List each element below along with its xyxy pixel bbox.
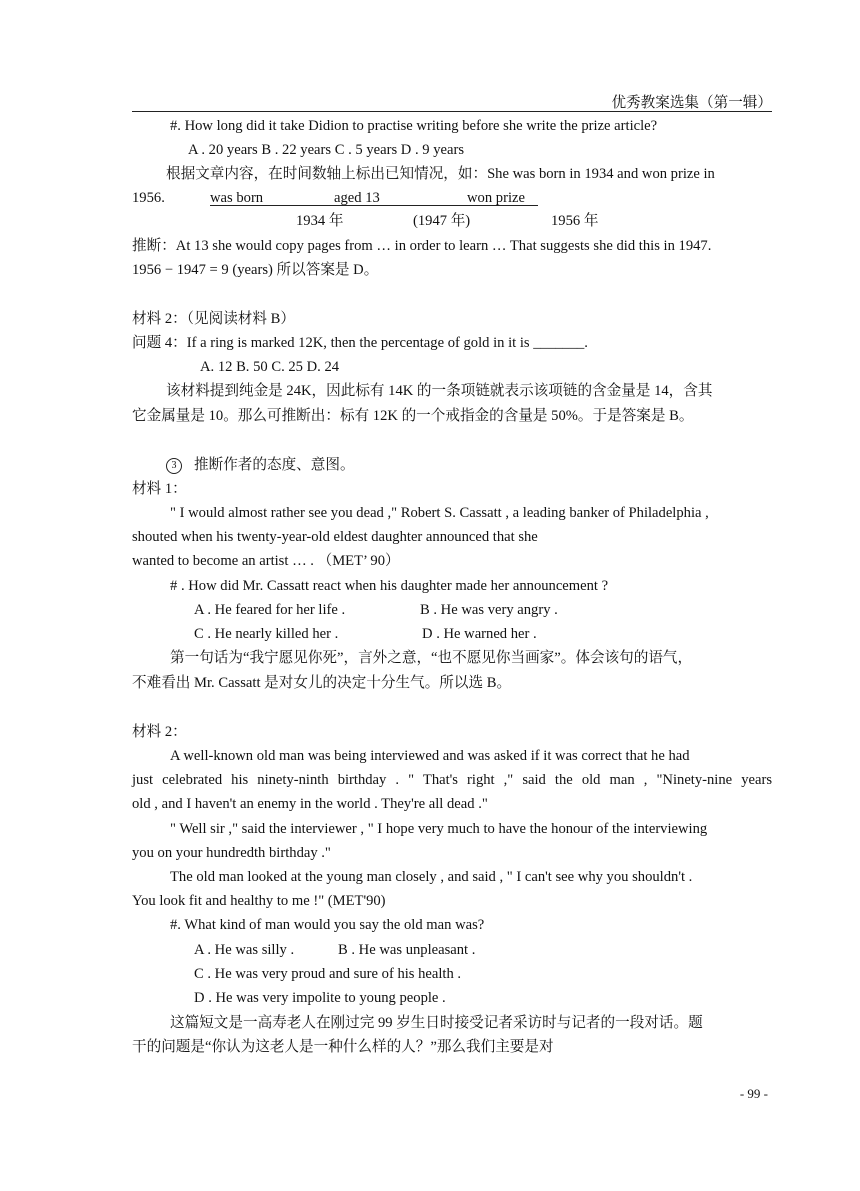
timeline-label-aged: aged 13 bbox=[334, 190, 380, 206]
inference-line-a: 推断：At 13 she would copy pages from … in order to learn … That suggests she did this in 1947. bbox=[132, 238, 712, 254]
material-1-explanation-b: 不难看出 Mr. Cassatt 是对女儿的决定十分生气。所以选 B。 bbox=[132, 675, 512, 691]
question-didion: #. How long did it take Didion to practise writing before she write the prize article? bbox=[170, 118, 658, 134]
material-2b-title: 材料 2： bbox=[132, 724, 187, 740]
material-1-option-c: C . He nearly killed her . bbox=[194, 626, 339, 642]
material-2b-para-3: old , and I haven't an enemy in the world . They're all dead ." bbox=[132, 796, 488, 812]
material-1-explanation-a: 第一句话为“我宁愿见你死”，言外之意，“也不愿见你当画家”。体会该句的语气， bbox=[170, 650, 693, 666]
material-2b-para-7: You look fit and healthy to me !" (MET'90) bbox=[132, 893, 386, 909]
material-1-para-1: " I would almost rather see you dead ," Robert S. Cassatt , a leading banker of Philadelphia , bbox=[170, 505, 709, 521]
timeline-label-born: was born bbox=[210, 190, 264, 206]
question-didion-options: A . 20 years B . 22 years C . 5 years D . 9 years bbox=[188, 142, 465, 158]
material-2b-para-2: just celebrated his ninety-ninth birthday . " That's right ," said the old man , "Ninety-nine years bbox=[132, 772, 772, 788]
header-rule bbox=[132, 111, 772, 112]
material-1-option-b: B . He was very angry . bbox=[420, 602, 558, 618]
question-4: 问题 4：If a ring is marked 12K, then the percentage of gold in it is _______. bbox=[132, 335, 588, 351]
material-1-option-d: D . He warned her . bbox=[422, 626, 537, 642]
section-3-heading bbox=[166, 455, 355, 475]
material-2b-explanation-a: 这篇短文是一高寿老人在刚过完 99 岁生日时接受记者采访时与记者的一段对话。题 bbox=[170, 1015, 703, 1031]
question-4-options: A. 12 B. 50 C. 25 D. 24 bbox=[200, 359, 340, 375]
material-2b-para-6: The old man looked at the young man closely , and said , " I can't see why you shouldn't . bbox=[170, 869, 693, 885]
material-2-title: 材料 2：（见阅读材料 B） bbox=[132, 311, 295, 327]
material-1-title: 材料 1： bbox=[132, 481, 187, 497]
material-2b-question: #. What kind of man would you say the old man was? bbox=[170, 917, 485, 933]
circled-number: 3 bbox=[166, 458, 182, 474]
timeline-label-won: won prize bbox=[467, 190, 525, 206]
page-number: - 99 - bbox=[739, 1086, 768, 1101]
timeline-year-1956: 1956 年 bbox=[551, 213, 599, 229]
material-1-para-3: wanted to become an artist … . （MET’ 90） bbox=[132, 553, 400, 569]
material-1-question: # . How did Mr. Cassatt react when his daughter made her announcement ? bbox=[170, 578, 609, 594]
material-2b-para-5: you on your hundredth birthday ." bbox=[132, 845, 331, 861]
page-header: 优秀教案选集（第一辑） bbox=[611, 95, 772, 111]
material-2b-explanation-b: 干的问题是“你认为这老人是一种什么样的人？”那么我们主要是对 bbox=[132, 1039, 554, 1055]
timeline-year-1934: 1934 年 bbox=[296, 213, 344, 229]
explanation-1b: 1956. bbox=[132, 190, 165, 206]
material-2b-option-a: A . He was silly . bbox=[194, 942, 295, 958]
material-2b-para-1: A well-known old man was being interviewed and was asked if it was correct that he had bbox=[170, 748, 690, 764]
explanation-1a: 根据文章内容，在时间数轴上标出已知情况，如：She was born in 1934 and won prize in bbox=[166, 166, 715, 182]
material-1-para-2: shouted when his twenty-year-old eldest daughter announced that she bbox=[132, 529, 538, 545]
material-2b-option-b: B . He was unpleasant . bbox=[338, 942, 476, 958]
material-2b-option-d: D . He was very impolite to young people . bbox=[194, 990, 446, 1006]
explanation-2b: 它金属量是 10。那么可推断出：标有 12K 的一个戒指金的含量是 50%。于是答案是 B。 bbox=[132, 408, 694, 424]
material-2b-option-c: C . He was very proud and sure of his health . bbox=[194, 966, 462, 982]
timeline-year-1947: (1947 年) bbox=[413, 213, 471, 229]
section-3-title: 推断作者的态度、意图。 bbox=[194, 457, 355, 473]
inference-line-b: 1956 − 1947 = 9 (years) 所以答案是 D。 bbox=[132, 262, 379, 278]
material-1-option-a: A . He feared for her life . bbox=[194, 602, 346, 618]
material-2b-para-4: " Well sir ," said the interviewer , " I hope very much to have the honour of the interviewing bbox=[170, 821, 708, 837]
explanation-2a: 该材料提到纯金是 24K，因此标有 14K 的一条项链就表示该项链的含金量是 14，含其 bbox=[166, 383, 713, 399]
